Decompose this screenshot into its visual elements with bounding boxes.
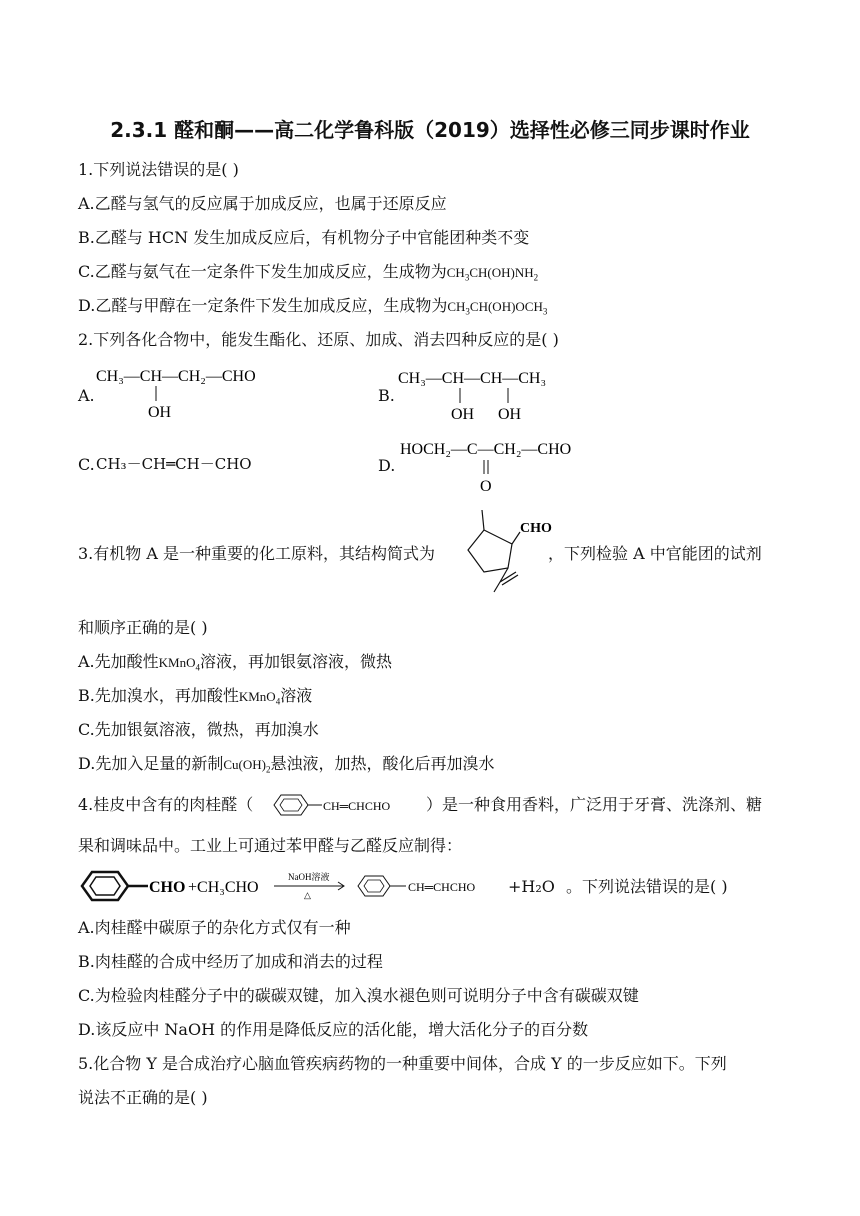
q4-option-b: B.肉桂醛的合成中经历了加成和消去的过程 <box>78 952 383 971</box>
q4-reactant-acetaldehyde: +CH₃CHO <box>188 879 259 896</box>
product-benzene-inner-ring <box>364 880 384 892</box>
q4-stem-post: ）是一种食用香料，广泛用于牙膏、洗涤剂、糖 <box>426 795 763 814</box>
q1-option-c <box>78 262 538 288</box>
q4-reaction-equation <box>78 866 498 906</box>
q3-option-d: D.先加入足量的新制$Cu(OH)_2$悬浊液，加热，酸化后再加溴水 <box>78 754 495 775</box>
q2-option-a-label: A. <box>78 386 95 405</box>
q3-stem <box>78 544 435 564</box>
q3-option-a: A.先加酸性KMnO$_4$溶液，再加银氨溶液，微热 <box>78 652 393 673</box>
q1-stem: 1.下列说法错误的是( ) <box>78 160 239 179</box>
q2-option-c-formula: CH₃－CH═CH－CHO <box>96 455 252 473</box>
q3-stem-pre: 3.有机物 A 是一种重要的化工原料，其结构简式为 <box>78 544 435 563</box>
q2-option-a-structure <box>96 364 296 424</box>
benzene-inner-ring <box>280 799 302 811</box>
q4-water-product: +H₂O <box>508 877 555 896</box>
q2-a-oh: OH <box>148 404 172 421</box>
benzaldehyde-inner-ring <box>90 877 120 895</box>
q3-stem-post: ，下列检验 A 中官能团的试剂 <box>548 544 762 563</box>
q2-option-b-label: B. <box>378 386 395 405</box>
vinyl-double-bond <box>502 575 518 585</box>
q5-stem-2: 说法不正确的是( ) <box>78 1088 208 1107</box>
q4-product-chain: CH═CHCHO <box>408 880 476 894</box>
q2-b-oh-1: OH <box>451 406 475 423</box>
methyl-branch <box>494 582 500 592</box>
q1-option-b: B.乙醛与 HCN 发生加成反应后，有机物分子中官能团种类不变 <box>78 228 530 247</box>
q3-option-b: B.先加溴水，再加酸性KMnO$_4$溶液 <box>78 686 313 707</box>
q2-option-d-label: D. <box>378 456 396 475</box>
q1-option-d <box>78 296 547 322</box>
q4-reactant-cho: CHO <box>149 879 186 896</box>
methyl-bond <box>482 510 484 530</box>
q3-stem-2: 和顺序正确的是( ) <box>78 618 208 637</box>
q4-condition-bottom: △ <box>304 890 311 900</box>
q2-d-main-chain: HOCH₂—C—CH₂—CHO <box>400 441 572 458</box>
q2-b-main-chain: CH₃—CH—CH—CH₃ <box>398 370 547 387</box>
q4-cinnamaldehyde-inline <box>268 790 428 820</box>
q4-stem-tail: 。下列说法错误的是( ) <box>566 877 728 896</box>
q1-c-formula: $CH_3CH(OH)NH_2$ <box>446 265 539 283</box>
q1-d-formula: $CH_3CH(OH)OCH_3$ <box>447 299 548 317</box>
cyclopentane-ring <box>468 530 512 572</box>
page-title: 2.3.1 醛和酮——高二化学鲁科版（2019）选择性必修三同步课时作业 <box>110 118 750 142</box>
product-benzene-ring-icon <box>358 876 390 896</box>
q4-option-d: D.该反应中 NaOH 的作用是降低反应的活化能，增大活化分子的百分数 <box>78 1020 589 1039</box>
benzaldehyde-ring-icon <box>82 872 128 900</box>
q3-structure-a <box>456 502 556 594</box>
q4-stem-pre: 4.桂皮中含有的肉桂醛（ <box>78 795 254 814</box>
q2-stem: 2.下列各化合物中，能发生酯化、还原、加成、消去四种反应的是( ) <box>78 330 559 349</box>
q2-b-oh-2: OH <box>498 406 522 423</box>
q2-a-main-chain: CH₃—CH—CH₂—CHO <box>96 368 256 385</box>
q2-option-b-structure <box>398 366 598 426</box>
q3-cho-label: CHO <box>520 521 552 536</box>
q1-option-d-text: D.乙醛与甲醇在一定条件下发生加成反应，生成物为 <box>78 296 448 315</box>
q2-d-o: O <box>480 478 492 495</box>
q1-option-c-text: C.乙醛与氨气在一定条件下发生加成反应，生成物为 <box>78 262 447 281</box>
q1-option-a: A.乙醛与氢气的反应属于加成反应，也属于还原反应 <box>78 194 447 213</box>
q4-condition-top: NaOH溶液 <box>288 872 330 882</box>
q4-stem-2: 果和调味品中。工业上可通过苯甲醛与乙醛反应制得： <box>78 836 463 855</box>
benzene-ring-icon <box>274 795 308 815</box>
q2-option-c-label: C. <box>78 455 95 474</box>
q5-stem-1: 5.化合物 Y 是合成治疗心脑血管疾病药物的一种重要中间体，合成 Y 的一步反应如下。下列 <box>78 1054 727 1073</box>
q4-option-a: A.肉桂醛中碳原子的杂化方式仅有一种 <box>78 918 351 937</box>
q4-inline-chain: CH═CHCHO <box>323 799 391 813</box>
q4-option-c: C.为检验肉桂醛分子中的碳碳双键，加入溴水褪色则可说明分子中含有碳碳双键 <box>78 986 639 1005</box>
q3-option-c: C.先加银氨溶液，微热，再加溴水 <box>78 720 319 739</box>
q2-option-d-structure <box>400 436 610 496</box>
cho-bond <box>512 532 520 544</box>
